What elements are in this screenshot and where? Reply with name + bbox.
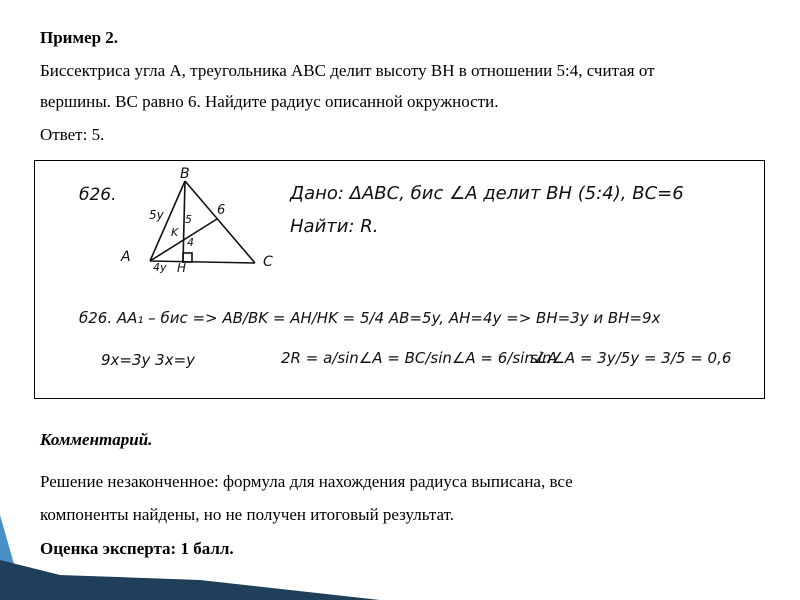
comment-line-2: компоненты найдены, но не получен итоговый результат.	[40, 505, 455, 524]
vertex-label-h: H	[177, 261, 187, 275]
handwritten-solution-frame	[34, 160, 765, 399]
segment-label-kh: 4	[187, 236, 194, 249]
corner-stripe-dark	[0, 560, 380, 600]
problem-text-line-1: Биссектриса угла A, треугольника ABC делит высоту BH в отношении 5:4, считая от	[40, 61, 655, 80]
expert-score: Оценка эксперта: 1 балл.	[40, 539, 234, 558]
solution-line-2-radius-formula: 2R = a/sin∠A = BC/sin∠A = 6/sin∠A	[281, 349, 558, 367]
segment-label-ah: 4y	[153, 261, 167, 274]
solution-line-2-substitution: 9x=3y 3x=y	[101, 351, 196, 369]
solution-line-2-sine: sin∠A = 3y/5y = 3/5 = 0,6	[530, 349, 732, 367]
solution-line-1: б26. AA₁ – бис => AB/BK = AH/HK = 5/4 AB=5y, AH=4y => BH=3y и BH=9x	[79, 309, 661, 327]
given-statement: Дано: ΔABC, бис ∠A делит BH (5:4), BC=6	[290, 183, 684, 204]
problem-text-line-2: вершины. BC равно 6. Найдите радиус описанной окружности.	[40, 92, 499, 111]
comment-title: Комментарий.	[40, 430, 153, 449]
vertex-label-a: A	[121, 249, 131, 265]
comment-line-1: Решение незаконченное: формула для нахождения радиуса выписана, все	[40, 472, 573, 491]
segment-label-ab: 5y	[149, 208, 164, 222]
corner-decoration	[0, 500, 400, 600]
vertex-label-b: B	[180, 166, 190, 182]
segment-label-bk: 5	[185, 213, 192, 226]
example-title: Пример 2.	[40, 28, 119, 47]
vertex-label-c: C	[263, 254, 273, 270]
answer: Ответ: 5.	[40, 125, 105, 144]
segment-label-bc: 6	[217, 203, 226, 218]
find-statement: Найти: R.	[290, 216, 379, 237]
task-number: б26.	[79, 185, 117, 205]
vertex-label-k: K	[171, 226, 179, 239]
